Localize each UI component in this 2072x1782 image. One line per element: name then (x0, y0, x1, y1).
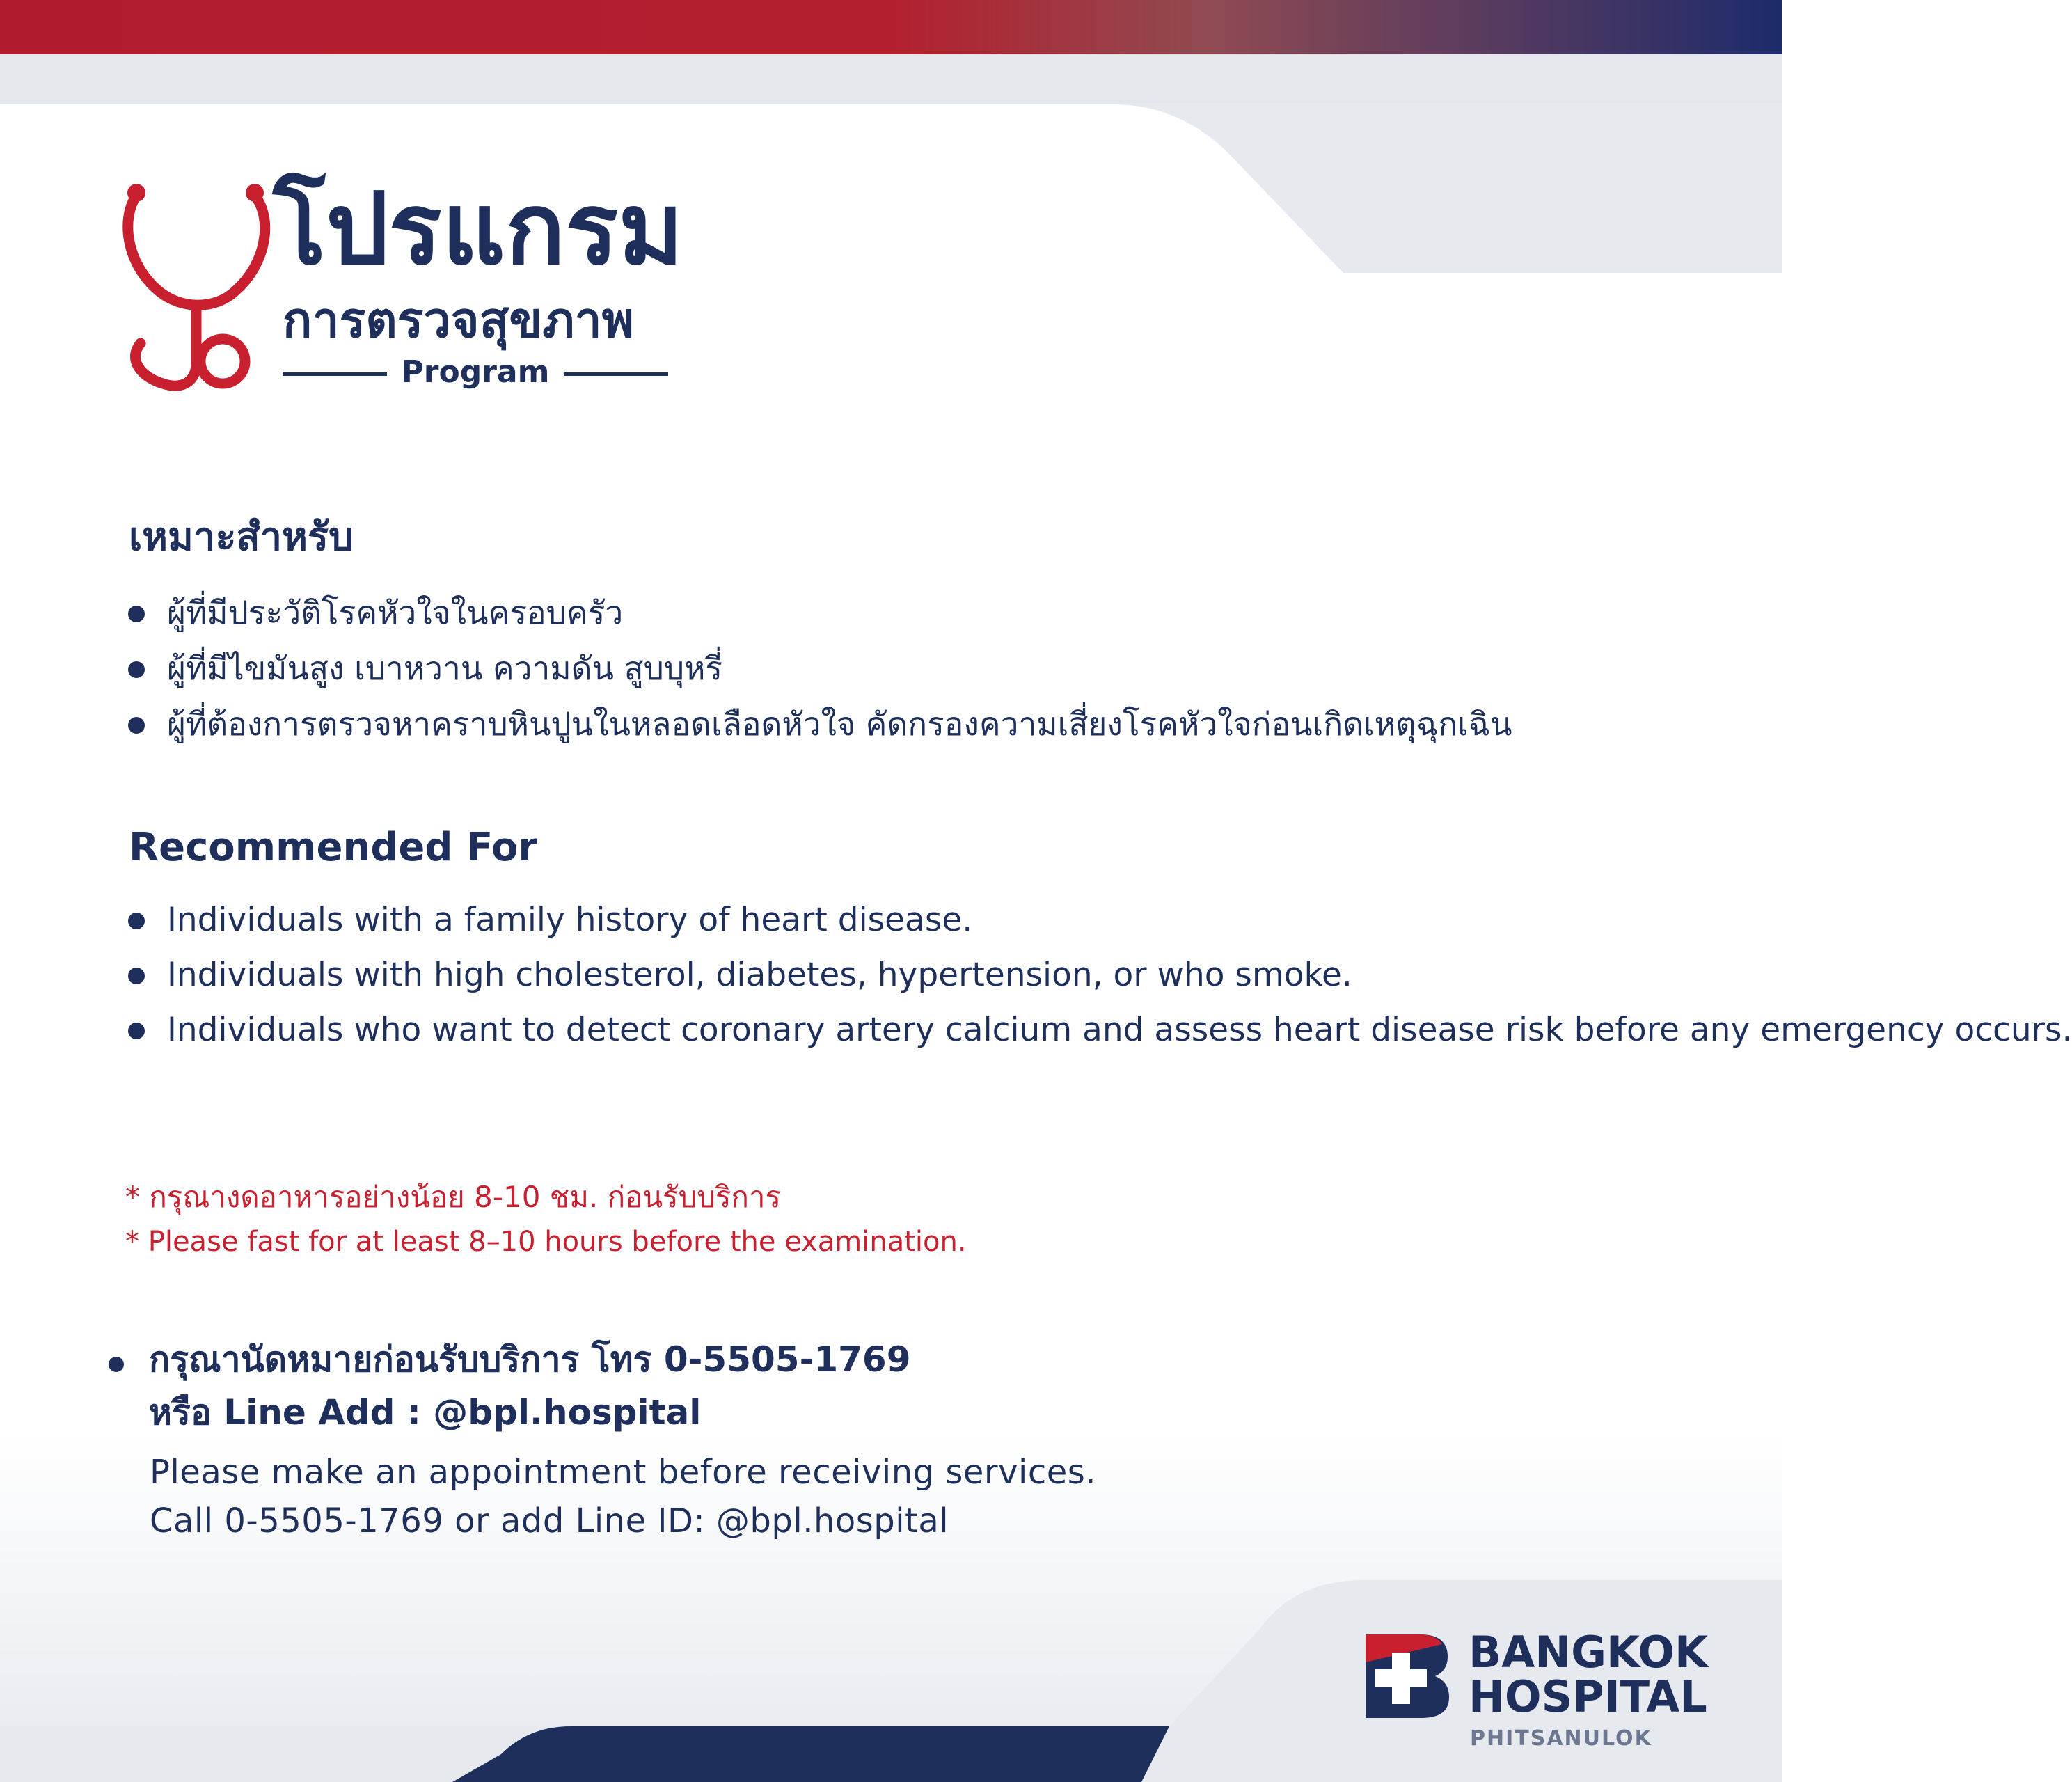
divider-left (283, 372, 387, 376)
bullet-dot (109, 1357, 124, 1372)
suitable-for-heading: เหมาะสำหรับ (129, 514, 354, 560)
recommended-for-list (125, 892, 2072, 1057)
list-item: Individuals with high cholesterol, diabetes, hypertension, or who smoke. (125, 947, 1684, 1002)
logo-title: โปรแกรม (273, 172, 684, 287)
appointment-english (150, 1448, 1402, 1545)
logo-program-label: Program (401, 354, 550, 390)
suitable-for-list (125, 585, 1684, 752)
brand-name-line-2: HOSPITAL (1469, 1671, 1707, 1722)
brand-name-line-1: BANGKOK (1469, 1627, 1709, 1678)
brand-branch: PHITSANULOK (1470, 1726, 1652, 1751)
program-logo (118, 171, 689, 400)
list-item: ผู้ที่มีประวัติโรคหัวใจในครอบครัว (125, 585, 1684, 640)
appointment-block (106, 1333, 1359, 1439)
list-item: ผู้ที่ต้องการตรวจหาคราบหินปูนในหลอดเลือดหัวใจ คัดกรองความเสี่ยงโรคหัวใจก่อนเกิดเหตุฉุกเฉิน (125, 696, 1684, 752)
fasting-note-english: * Please fast for at least 8–10 hours before the examination. (125, 1226, 967, 1258)
appointment-thai-line-1: กรุณานัดหมายก่อนรับบริการ โทร 0-5505-1769 (149, 1339, 911, 1380)
appointment-thai-line-2: หรือ Line Add : @bpl.hospital (149, 1392, 702, 1433)
stethoscope-icon (118, 176, 278, 399)
list-item: ผู้ที่มีไขมันสูง เบาหวาน ความดัน สูบบุหรี่ (125, 640, 1684, 696)
brand-name (1469, 1627, 1709, 1722)
logo-subtitle: การตรวจสุขภาพ (283, 292, 634, 349)
list-item: Individuals with a family history of heart disease. (125, 892, 1684, 947)
bangkok-hospital-logo-icon (1366, 1634, 1449, 1718)
list-item: Individuals who want to detect coronary artery calcium and assess heart disease risk before any emergency occurs. (125, 1002, 1684, 1057)
recommended-for-heading: Recommended For (129, 825, 538, 870)
fasting-note-thai: * กรุณางดอาหารอย่างน้อย 8-10 ชม. ก่อนรับบริการ (125, 1180, 782, 1214)
appointment-english-line-1: Please make an appointment before receiving services. (150, 1453, 1097, 1492)
divider-right (564, 372, 668, 376)
logo-program-row (283, 353, 668, 392)
bangkok-hospital-logo (1366, 1627, 1714, 1760)
appointment-english-line-2: Call 0-5505-1769 or add Line ID: @bpl.hospital (150, 1501, 949, 1540)
